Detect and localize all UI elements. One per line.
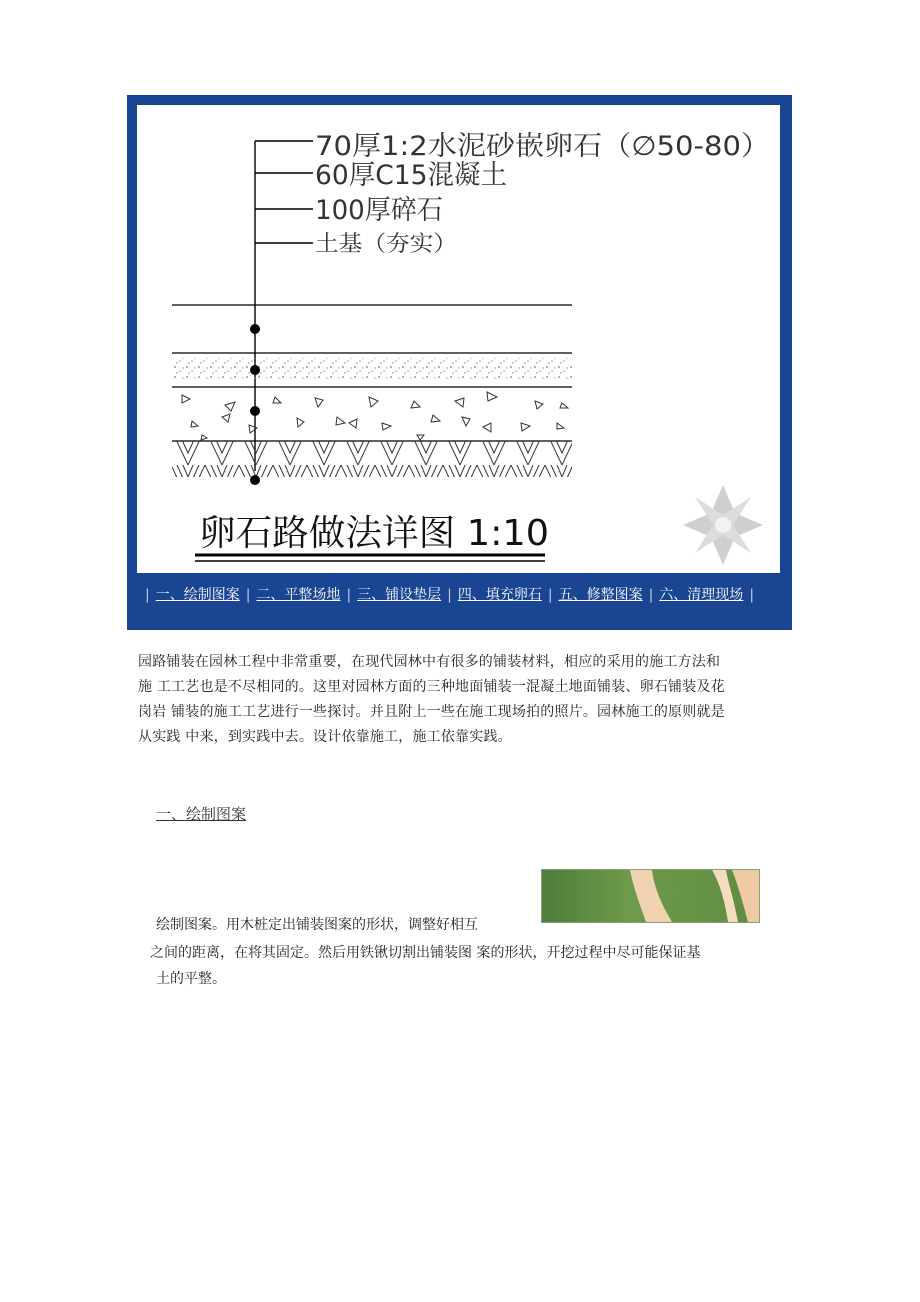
detail-drawing-frame [127,95,792,630]
nav-link-step-3[interactable]: 三、铺设垫层 [357,587,442,603]
drawing-title: 卵石路做法详图 1:10 [199,513,549,554]
compacted-soil-layer [172,441,572,477]
watermark-logo-icon [683,485,763,565]
nav-link-step-2[interactable]: 二、平整场地 [256,587,341,603]
callout-2: 60厚C15混凝土 [315,160,507,191]
step-1-text-line-3: 土的平整。 [156,971,226,987]
section-heading-step-1[interactable]: 一、绘制图案 [156,805,247,823]
nav-link-step-1[interactable]: 一、绘制图案 [155,587,240,603]
concrete-layer [172,358,572,380]
gravel-layer [182,392,568,440]
cobblestone-section-svg [137,105,780,573]
step-1-text-line-1: 绘制图案。用木桩定出铺装图案的形状，调整好相互 [156,917,478,933]
nav-link-step-5[interactable]: 五、修整图案 [558,587,643,603]
cad-detail-drawing [137,105,780,573]
callout-4: 土基（夯实） [315,232,457,257]
nav-link-step-4[interactable]: 四、填充卵石 [457,587,542,603]
step-1-text-line-2: 之间的距离，在将其固定。然后用铁锹切割出铺装图 案的形状，开挖过程中尽可能保证基 [150,945,701,961]
nav-link-step-6[interactable]: 六、清理现场 [659,587,744,603]
intro-paragraph: 园路铺装在园林工程中非常重要，在现代园林中有很多的铺装材料，相应的采用的施工方法和 施 工工艺也是不尽相同的。这里对园林方面的三种地面铺装一混凝土地面铺装、卵石铺装及花 岗岩 铺装的施工工艺进行一些探讨。并且附上一些在施工现场拍的照片。园林施工的原则就是 从实践 中来，到实践中去。设计依靠施工，施工依靠实践。 [138,654,725,745]
callout-1: 70厚1:2水泥砂嵌卵石（∅50-80） [315,131,770,162]
callout-3: 100厚碎石 [315,195,443,226]
step-navigation-bar: | 一、绘制图案 | 二、平整场地 | 三、铺设垫层 | 四、填充卵石 | 五、修整图案 | 六、清理现场 | [145,587,755,603]
